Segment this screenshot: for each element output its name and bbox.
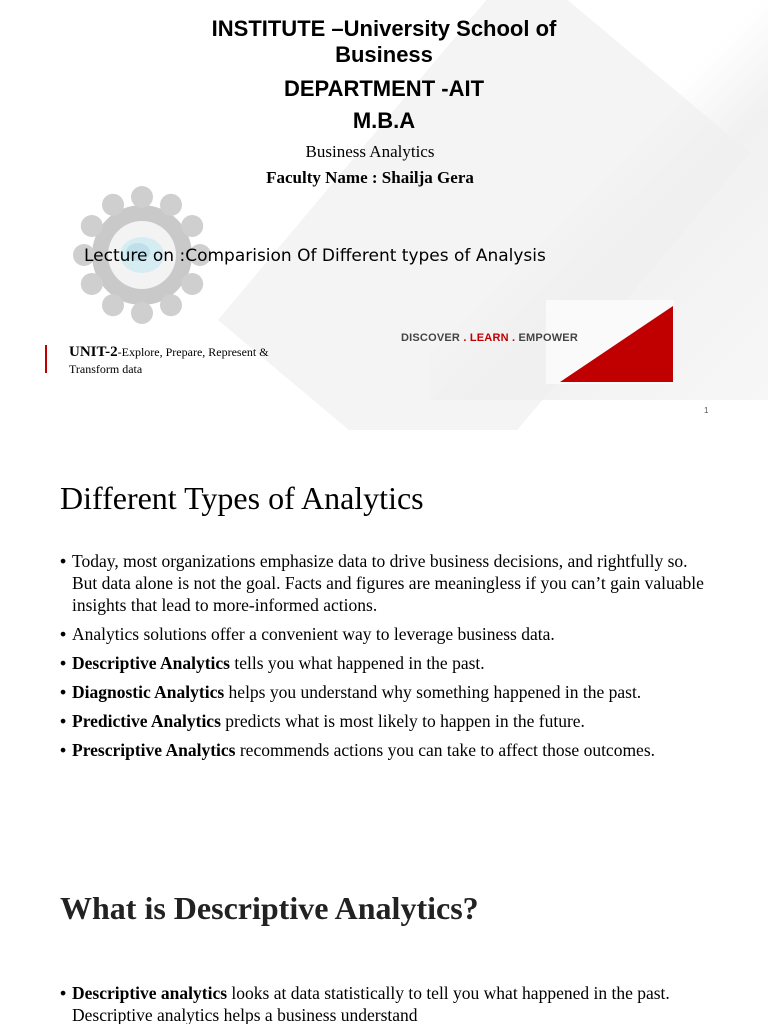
program-title: M.B.A xyxy=(352,108,416,133)
bullet-text: Analytics solutions offer a convenient way to leverage business data. xyxy=(72,624,555,644)
tagline-separator: . xyxy=(460,332,470,344)
bullet-item xyxy=(60,739,710,761)
bullet-bold: Predictive Analytics xyxy=(72,711,221,731)
analytics-types-slide xyxy=(0,430,768,850)
unit-info xyxy=(69,344,309,378)
lecture-title: Lecture on :Comparision Of Different types of Analysis xyxy=(84,246,546,266)
gear-tooth xyxy=(131,302,153,324)
gear-tooth xyxy=(102,294,124,316)
bullet-item xyxy=(60,681,710,703)
bullet-bold: Diagnostic Analytics xyxy=(72,682,225,702)
bullet-text: predicts what is most likely to happen in the future. xyxy=(220,711,585,731)
bullet-text: helps you understand why something happened in the past. xyxy=(224,682,642,702)
bullet-item xyxy=(60,710,710,732)
gear-tooth xyxy=(181,215,203,237)
bullet-list xyxy=(60,982,710,1024)
unit-label: UNIT-2 xyxy=(69,344,118,360)
slide-title: What is Descriptive Analytics? xyxy=(60,890,479,926)
subject-name: Business Analytics xyxy=(305,142,435,161)
department-title: DEPARTMENT -AIT xyxy=(283,76,485,101)
gear-tooth xyxy=(102,194,124,216)
title-slide xyxy=(0,0,768,430)
descriptive-analytics-slide xyxy=(0,850,768,1024)
unit-accent-bar xyxy=(45,345,47,373)
bullet-bold: Descriptive analytics xyxy=(72,983,228,1003)
bullet-bold: Prescriptive Analytics xyxy=(72,740,236,760)
bullet-text: looks at data statistically to tell you what happened in the past. Descriptive analytics helps a business understand xyxy=(72,983,670,1024)
gear-tooth xyxy=(131,186,153,208)
gear-tooth xyxy=(81,273,103,295)
tagline-empower: EMPOWER xyxy=(518,332,578,344)
slide-title: Different Types of Analytics xyxy=(60,480,424,516)
bullet-list xyxy=(60,550,710,768)
bullet-bold: Descriptive Analytics xyxy=(72,653,230,673)
tagline-learn: LEARN xyxy=(469,332,509,344)
page-number: 1 xyxy=(704,406,709,415)
gear-tooth xyxy=(160,294,182,316)
bullet-text: tells you what happened in the past. xyxy=(229,653,485,673)
tagline-separator: . xyxy=(508,332,519,344)
bullet-text: Today, most organizations emphasize data to drive business decisions, and rightfully so. But data alone is not the goal. Facts and figures are meaningless if you can’t gain valuable insights that lead to more-informed actions. xyxy=(72,551,704,615)
institute-title: INSTITUTE –University School of Business xyxy=(211,16,557,67)
unit-description: -Explore, Prepare, Represent & Transform data xyxy=(69,345,269,376)
bullet-item xyxy=(60,652,710,674)
bullet-item xyxy=(60,623,710,645)
faculty-name: Faculty Name : Shailja Gera xyxy=(266,168,474,187)
tagline-discover: DISCOVER xyxy=(401,332,461,344)
bullet-text: recommends actions you can take to affect those outcomes. xyxy=(235,740,656,760)
gear-tooth xyxy=(181,273,203,295)
tagline xyxy=(401,332,578,344)
gear-tooth xyxy=(160,194,182,216)
bullet-item xyxy=(60,550,710,616)
bullet-item xyxy=(60,982,710,1024)
gear-tooth xyxy=(81,215,103,237)
